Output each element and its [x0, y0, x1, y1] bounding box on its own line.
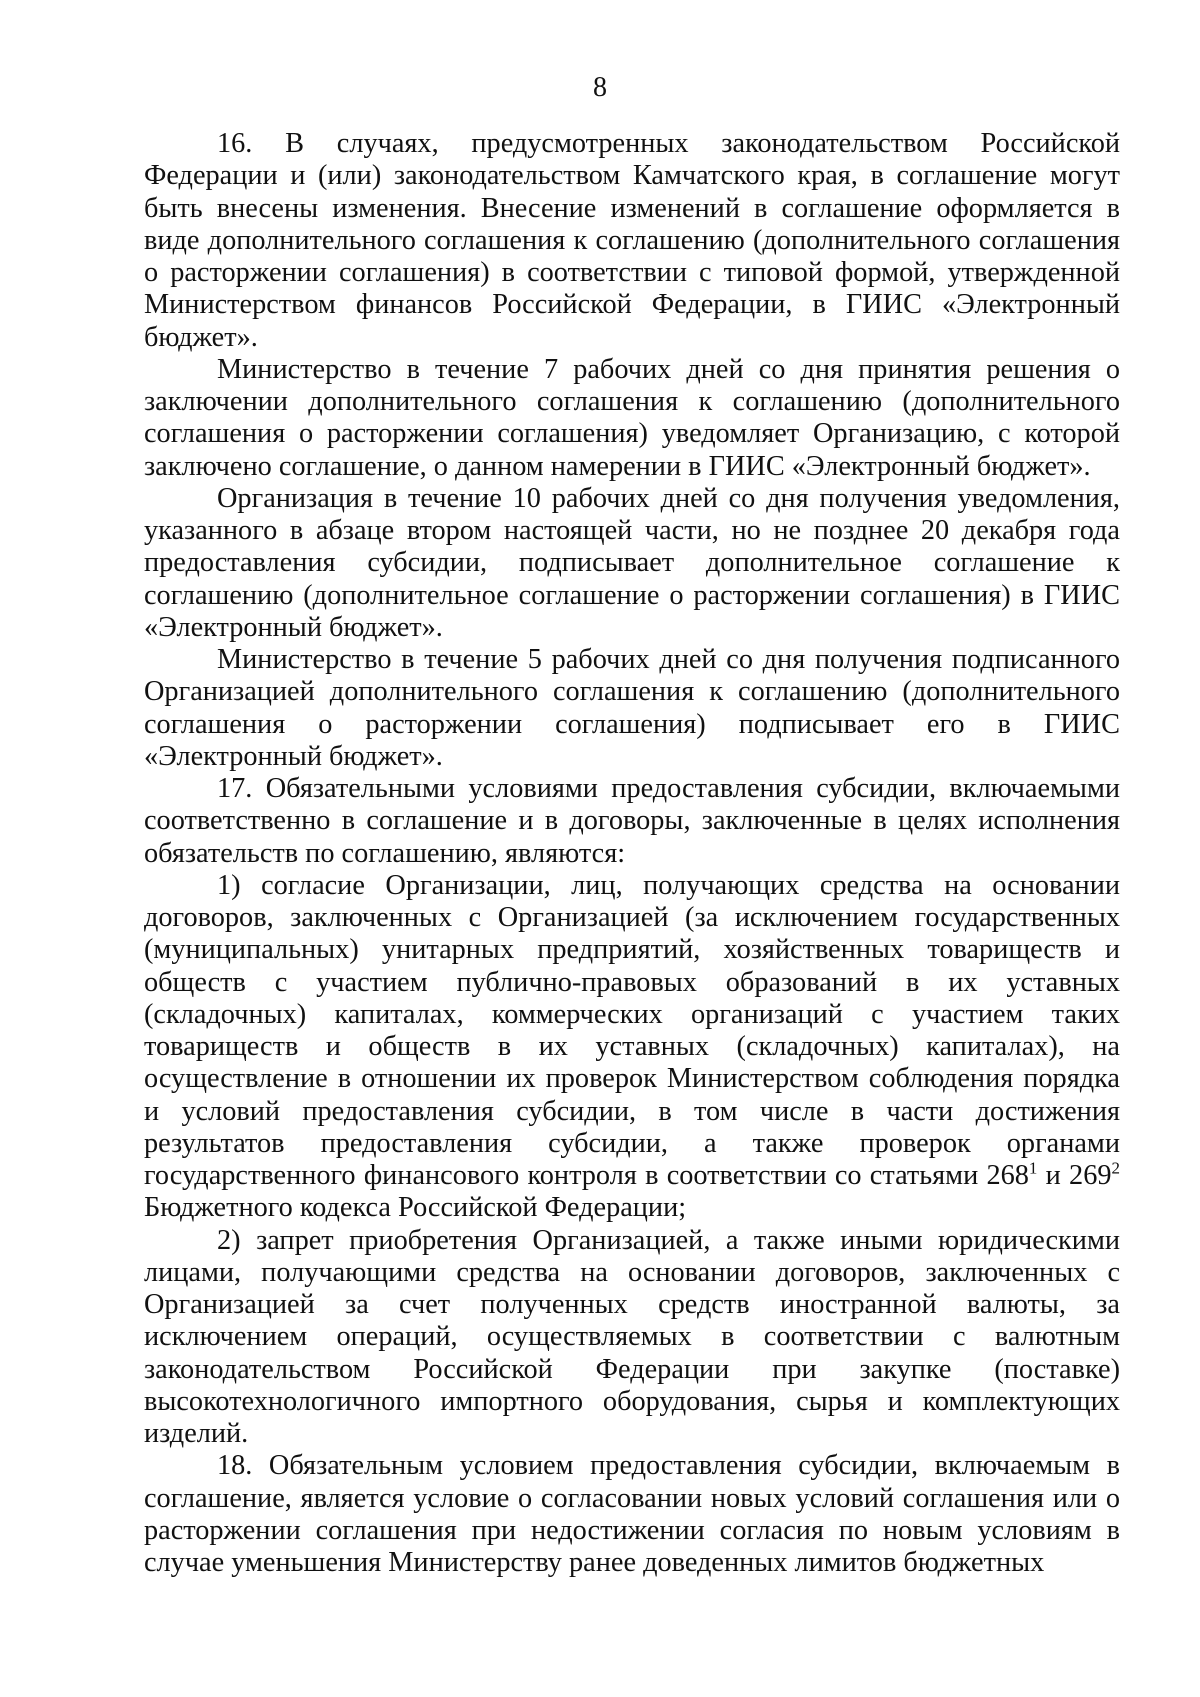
paragraph-16-sign: Организация в течение 10 рабочих дней со дня получения уведомления, указанного в абзаце втором настоящей части, но не позднее 20 декабря года предоставления субсидии, подписывает дополнительное соглашение к соглашению (дополнительное соглашение о расторжении соглашения) в ГИИС «Электронный бюджет». [144, 482, 1120, 643]
paragraph-16-notice: Министерство в течение 7 рабочих дней со дня принятия решения о заключении дополнительного соглашения к соглашению (дополнительного соглашения о расторжении соглашения) уведомляет Организацию, с которой заключено соглашение, о данном намерении в ГИИС «Электронный бюджет». [144, 353, 1120, 482]
paragraph-16: 16. В случаях, предусмотренных законодательством Российской Федерации и (или) законодательством Камчатского края, в соглашение могут быть внесены изменения. Внесение изменений в соглашение оформляется в виде дополнительного соглашения к соглашению (дополнительного соглашения о расторжении соглашения) в соответствии с типовой формой, утвержденной Министерством финансов Российской Федерации, в ГИИС «Электронный бюджет». [144, 128, 1120, 353]
page-number: 8 [593, 72, 607, 103]
item-1-text-b: и 269 [1037, 1160, 1112, 1191]
paragraph-17-item-2: 2) запрет приобретения Организацией, а также иными юридическими лицами, получающими средства на основании договоров, заключенных с Организацией за счет полученных средств иностранной валюты, за исключением операций, осуществляемых в соответствии с валютным законодательством Российской Федерации при закупке (поставке) высокотехнологичного импортного оборудования, сырья и комплектующих изделий. [144, 1224, 1120, 1449]
item-1-text-c: Бюджетного кодекса Российской Федерации; [144, 1192, 687, 1224]
item-1-sup-b: 2 [1111, 1158, 1120, 1178]
paragraph-16-ministry-sign: Министерство в течение 5 рабочих дней со дня получения подписанного Организацией дополнительного соглашения к соглашению (дополнительного соглашения о расторжении соглашения) подписывает его в ГИИС «Электронный бюджет». [144, 644, 1120, 772]
document-body [144, 128, 1120, 1579]
paragraph-17: 17. Обязательными условиями предоставления субсидии, включаемыми соответственно в соглашение и в договоры, заключенные в целях исполнения обязательств по соглашению, являются: [144, 773, 1120, 869]
paragraph-18: 18. Обязательным условием предоставления субсидии, включаемым в соглашение, является условие о согласовании новых условий соглашения или о расторжении соглашения при недостижении согласия по новым условиям в случае уменьшения Министерству ранее доведенных лимитов бюджетных [144, 1450, 1120, 1578]
item-1-sup-a: 1 [1028, 1158, 1038, 1178]
item-1-text-a: 1) согласие Организации, лиц, получающих средства на основании договоров, заключенных с Организацией (за исключением государственных (муниципальных) унитарных предприятий, хозяйственных товариществ и обществ с участием публично-правовых образований в их уставных (складочных) капиталах, коммерческих организаций с участием таких товариществ и обществ в их уставных (складочных) капиталах), на осуществление в отношении их проверок Министерством соблюдения порядка и условий предоставления субсидии, в том числе в части достижения результатов предоставления субсидии, а также проверок органами государственного финансового контроля в соответствии со статьями 268 [144, 869, 1120, 1191]
paragraph-17-item-1 [144, 870, 1120, 1225]
